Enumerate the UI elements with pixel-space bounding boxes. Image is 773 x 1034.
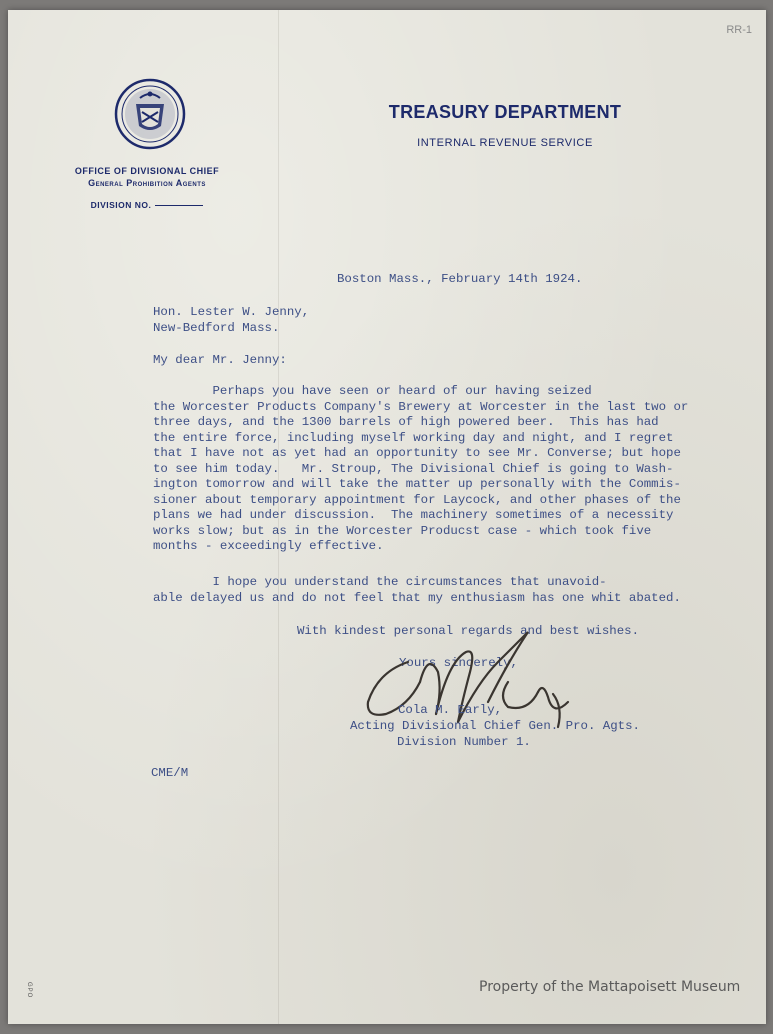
date-line: Boston Mass., February 14th 1924. bbox=[337, 272, 583, 286]
department-header bbox=[320, 102, 690, 149]
serial-mark: RR-1 bbox=[726, 24, 752, 36]
body-line: the entire force, including myself working day and night, and I regret bbox=[153, 430, 674, 445]
recipient-city: New-Bedford Mass. bbox=[153, 321, 280, 335]
signer-division: Division Number 1. bbox=[397, 735, 531, 749]
body-line: three days, and the 1300 barrels of high powered beer. This has had bbox=[153, 415, 659, 429]
body-line: the Worcester Products Company's Brewery at Worcester in the last two or bbox=[153, 399, 689, 414]
body-line: that I have not as yet had an opportunity to see Mr. Converse; but hope bbox=[153, 446, 681, 460]
body-line: works slow; but as in the Worcester Producst case - which took five bbox=[153, 523, 652, 538]
department-title: TREASURY DEPARTMENT bbox=[388, 102, 622, 122]
body-line: months - exceedingly effective. bbox=[153, 539, 384, 553]
signer-name: Cola M. Early, bbox=[398, 703, 503, 717]
body-paragraph-1 bbox=[153, 384, 688, 555]
office-block bbox=[62, 166, 232, 210]
body-line: able delayed us and do not feel that my enthusiasm has one whit abated. bbox=[153, 590, 681, 605]
body-line: I hope you understand the circumstances that unavoid- bbox=[153, 575, 607, 589]
treasury-seal-icon bbox=[114, 78, 186, 150]
body-paragraph-2 bbox=[153, 575, 681, 606]
body-line: ington tomorrow and will take the matter up personally with the Commis- bbox=[153, 477, 681, 491]
office-line-2: General Prohibition Agents bbox=[88, 178, 206, 188]
reference-initials: CME/M bbox=[151, 766, 189, 780]
complimentary-close: Yours sincerely, bbox=[399, 656, 518, 670]
printer-mark: GPO bbox=[26, 982, 32, 999]
body-line: Perhaps you have seen or heard of our having seized bbox=[153, 384, 592, 398]
body-line: sioner about temporary appointment for Laycock, and other phases of the bbox=[153, 492, 681, 507]
body-line: plans we had under discussion. The machinery sometimes of a necessity bbox=[153, 508, 674, 522]
signer-title: Acting Divisional Chief Gen. Pro. Agts. bbox=[350, 719, 640, 733]
division-label: DIVISION NO. bbox=[62, 200, 232, 210]
service-title: INTERNAL REVENUE SERVICE bbox=[417, 137, 593, 149]
office-line-1: OFFICE OF DIVISIONAL CHIEF bbox=[74, 166, 220, 176]
body-line: to see him today. Mr. Stroup, The Divisional Chief is going to Wash- bbox=[153, 461, 674, 476]
museum-watermark: Property of the Mattapoisett Museum bbox=[479, 979, 741, 995]
letter-page bbox=[8, 10, 766, 1024]
recipient-name: Hon. Lester W. Jenny, bbox=[153, 305, 310, 319]
salutation: My dear Mr. Jenny: bbox=[153, 353, 287, 367]
closing-wishes: With kindest personal regards and best wishes. bbox=[297, 624, 640, 638]
